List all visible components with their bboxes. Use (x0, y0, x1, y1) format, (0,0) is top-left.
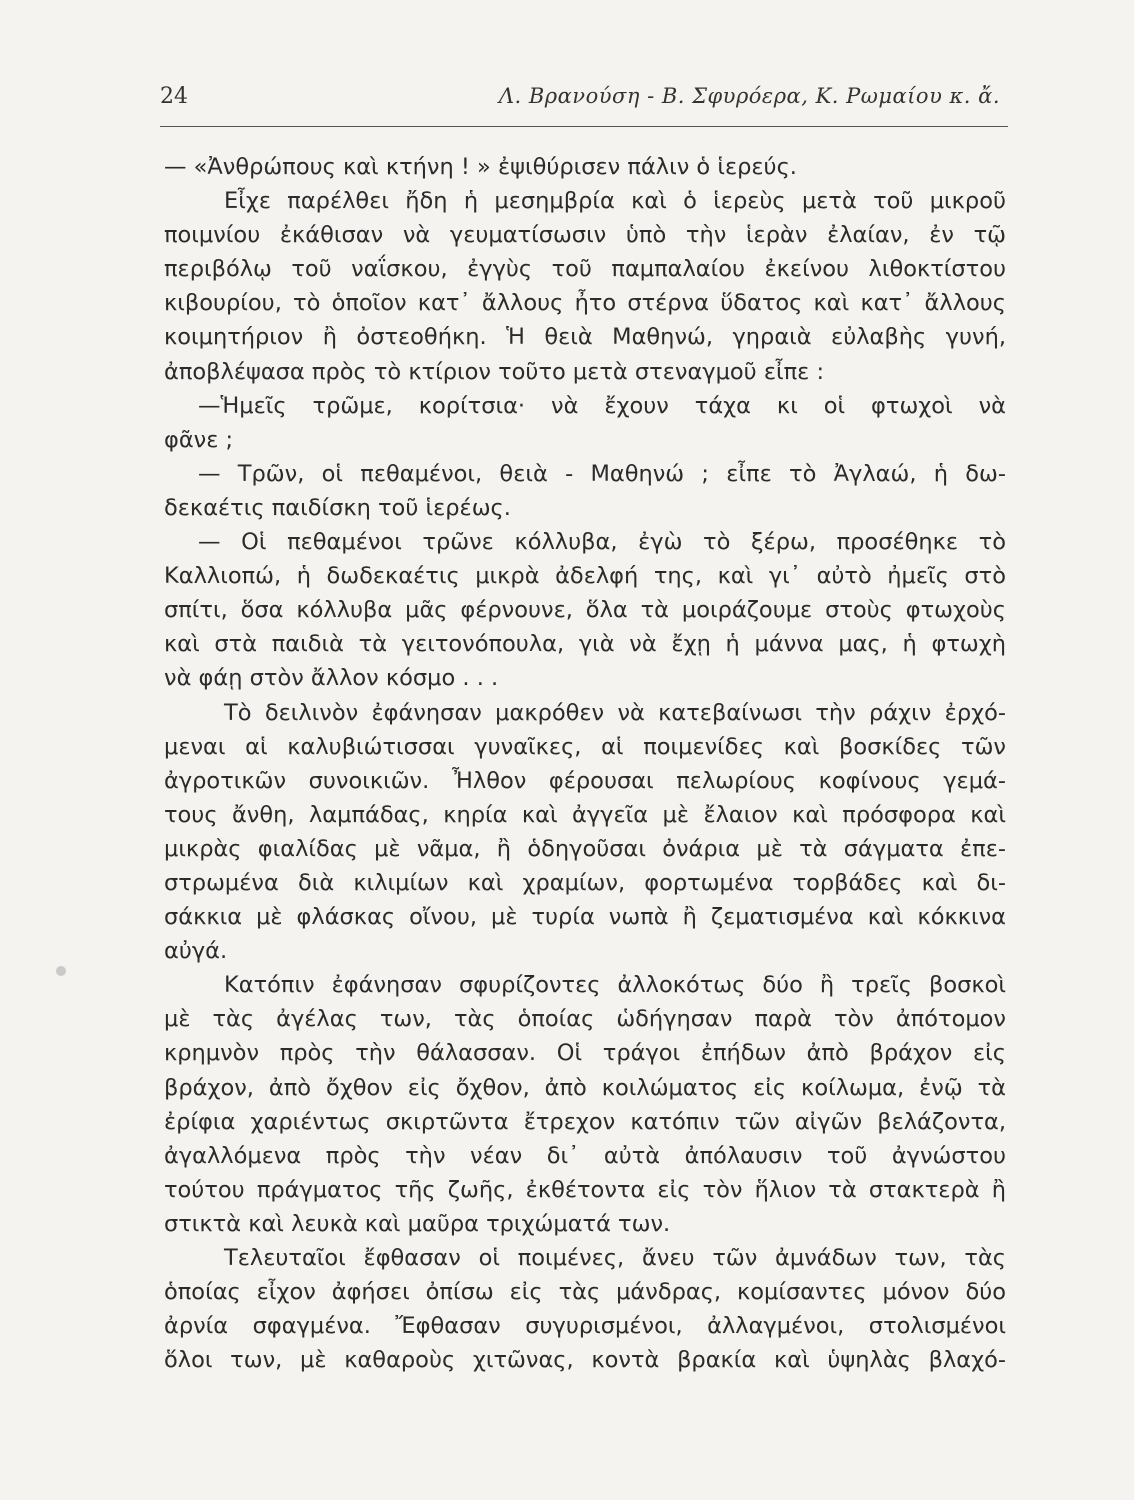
text-line: —Ἡμεῖς τρῶμε, κορίτσια· νὰ ἔχουν τάχα κι οἱ φτωχοὶ νὰ (198, 392, 1006, 419)
text-line: Τελευταῖοι ἔφθασαν οἱ ποιμένες, ἄνευ τῶν ἀμνάδων των, τὰς (224, 1245, 1006, 1271)
text-line: κιβουρίου, τὸ ὁποῖον κατ᾿ ἄλλους ἦτο στέρνα ὕδατος καὶ κατ᾿ ἄλλους (164, 290, 1006, 317)
text-line: ἀποβλέψασα πρὸς τὸ κτίριον τοῦτο μετὰ στεναγμοῦ εἶπε : (164, 358, 825, 385)
paper-speck (56, 966, 66, 976)
text-line: μὲ τὰς ἀγέλας των, τὰς ὁποίας ὡδήγησαν παρὰ τὸν ἀπότομον (164, 1006, 1006, 1033)
text-line: — Οἱ πεθαμένοι τρῶνε κόλλυβα, ἐγὼ τὸ ξέρω, προσέθηκε τὸ (198, 529, 1006, 556)
text-line: ἐρίφια χαριέντως σκιρτῶντα ἔτρεχον κατόπιν τῶν αἰγῶν βελάζοντα, (164, 1108, 1006, 1135)
text-line: Εἶχε παρέλθει ἤδη ἡ μεσημβρία καὶ ὁ ἱερεὺς μετὰ τοῦ μικροῦ (224, 188, 1006, 215)
text-line: ἀγαλλόμενα πρὸς τὴν νέαν δι᾿ αὐτὰ ἀπόλαυσιν τοῦ ἀγνώστου (164, 1142, 1006, 1169)
text-line: Κατόπιν ἐφάνησαν σφυρίζοντες ἀλλοκότως δύο ἢ τρεῖς βοσκοὶ (224, 972, 1006, 999)
body-text (164, 150, 1006, 1377)
text-line: ἀρνία σφαγμένα. Ἔφθασαν συγυρισμένοι, ἀλλαγμένοι, στολισμένοι (164, 1313, 1006, 1340)
text-line: αὐγά. (164, 938, 228, 965)
text-line: σάκκια μὲ φλάσκας οἴνου, μὲ τυρία νωπὰ ἢ ζεματισμένα καὶ κόκκινα (164, 904, 1006, 931)
text-line: περιβόλῳ τοῦ ναΐσκου, ἐγγὺς τοῦ παμπαλαίου ἐκείνου λιθοκτίστου (164, 256, 1006, 283)
text-line: σπίτι, ὅσα κόλλυβα μᾶς φέρνουνε, ὅλα τὰ μοιράζουμε στοὺς φτωχοὺς (164, 597, 1006, 624)
text-line: κρημνὸν πρὸς τὴν θάλασσαν. Οἱ τράγοι ἐπήδων ἀπὸ βράχον εἰς (164, 1040, 1006, 1067)
text-line: Τὸ δειλινὸν ἐφάνησαν μακρόθεν νὰ κατεβαίνωσι τὴν ράχιν ἐρχό- (224, 699, 1006, 726)
text-line: στικτὰ καὶ λευκὰ καὶ μαῦρα τριχώματά των. (164, 1210, 671, 1237)
text-line: δεκαέτις παιδίσκη τοῦ ἱερέως. (164, 494, 511, 521)
text-line: νὰ φάῃ στὸν ἄλλον κόσμο . . . (164, 665, 499, 692)
text-line: τους ἄνθη, λαμπάδας, κηρία καὶ ἀγγεῖα μὲ ἔλαιον καὶ πρόσφορα καὶ (164, 801, 1006, 828)
text-line: βράχον, ἀπὸ ὄχθον εἰς ὄχθον, ἀπὸ κοιλώματος εἰς κοίλωμα, ἐνῷ τὰ (164, 1074, 1006, 1101)
text-line: — «Ἀνθρώπους καὶ κτήνη ! » ἐψιθύρισεν πάλιν ὁ ἱερεύς. (164, 154, 797, 180)
text-line: ὁποίας εἶχον ἀφήσει ὀπίσω εἰς τὰς μάνδρας, κομίσαντες μόνον δύο (164, 1279, 1006, 1306)
text-line: μικρὰς φιαλίδας μὲ νᾶμα, ἢ ὁδηγοῦσαι ὀνάρια μὲ τὰ σάγματα ἐπε- (164, 835, 1006, 862)
text-line: τούτου πράγματος τῆς ζωῆς, ἐκθέτοντα εἰς τὸν ἥλιον τὰ στακτερὰ ἢ (164, 1176, 1006, 1203)
text-line: φᾶνε ; (164, 426, 234, 453)
header-rule (160, 126, 1008, 127)
page-number: 24 (160, 84, 188, 109)
text-line: — Τρῶν, οἱ πεθαμένοι, θειὰ - Μαθηνώ ; εἶπε τὸ Ἀγλαώ, ἡ δω- (198, 460, 1006, 487)
text-line: καὶ στὰ παιδιὰ τὰ γειτονόπουλα, γιὰ νὰ ἔχῃ ἡ μάννα μας, ἡ φτωχὴ (164, 631, 1006, 658)
text-line: ποιμνίου ἐκάθισαν νὰ γευματίσωσιν ὑπὸ τὴν ἱερὰν ἐλαίαν, ἐν τῷ (164, 222, 1006, 249)
running-head: Λ. Βρανούση - Β. Σφυρόερα, Κ. Ρωμαίου κ. ἄ. (498, 84, 1000, 108)
text-line: ἀγροτικῶν συνοικιῶν. Ἦλθον φέρουσαι πελωρίους κοφίνους γεμά- (164, 767, 1006, 794)
text-line: Καλλιοπώ, ἡ δωδεκαέτις μικρὰ ἀδελφή της, καὶ γι᾿ αὐτὸ ἠμεῖς στὸ (164, 563, 1006, 590)
text-line: κοιμητήριον ἢ ὀστεοθήκη. Ἡ θειὰ Μαθηνώ, γηραιὰ εὐλαβὴς γυνή, (164, 324, 1006, 351)
page-header (160, 84, 1010, 120)
text-line: στρωμένα διὰ κιλιμίων καὶ χραμίων, φορτωμένα τορβάδες καὶ δι- (164, 869, 1006, 896)
text-line: μεναι αἱ καλυβιώτισσαι γυναῖκες, αἱ ποιμενίδες καὶ βοσκίδες τῶν (164, 733, 1006, 760)
text-line: ὅλοι των, μὲ καθαροὺς χιτῶνας, κοντὰ βρακία καὶ ὑψηλὰς βλαχό- (164, 1347, 1006, 1374)
